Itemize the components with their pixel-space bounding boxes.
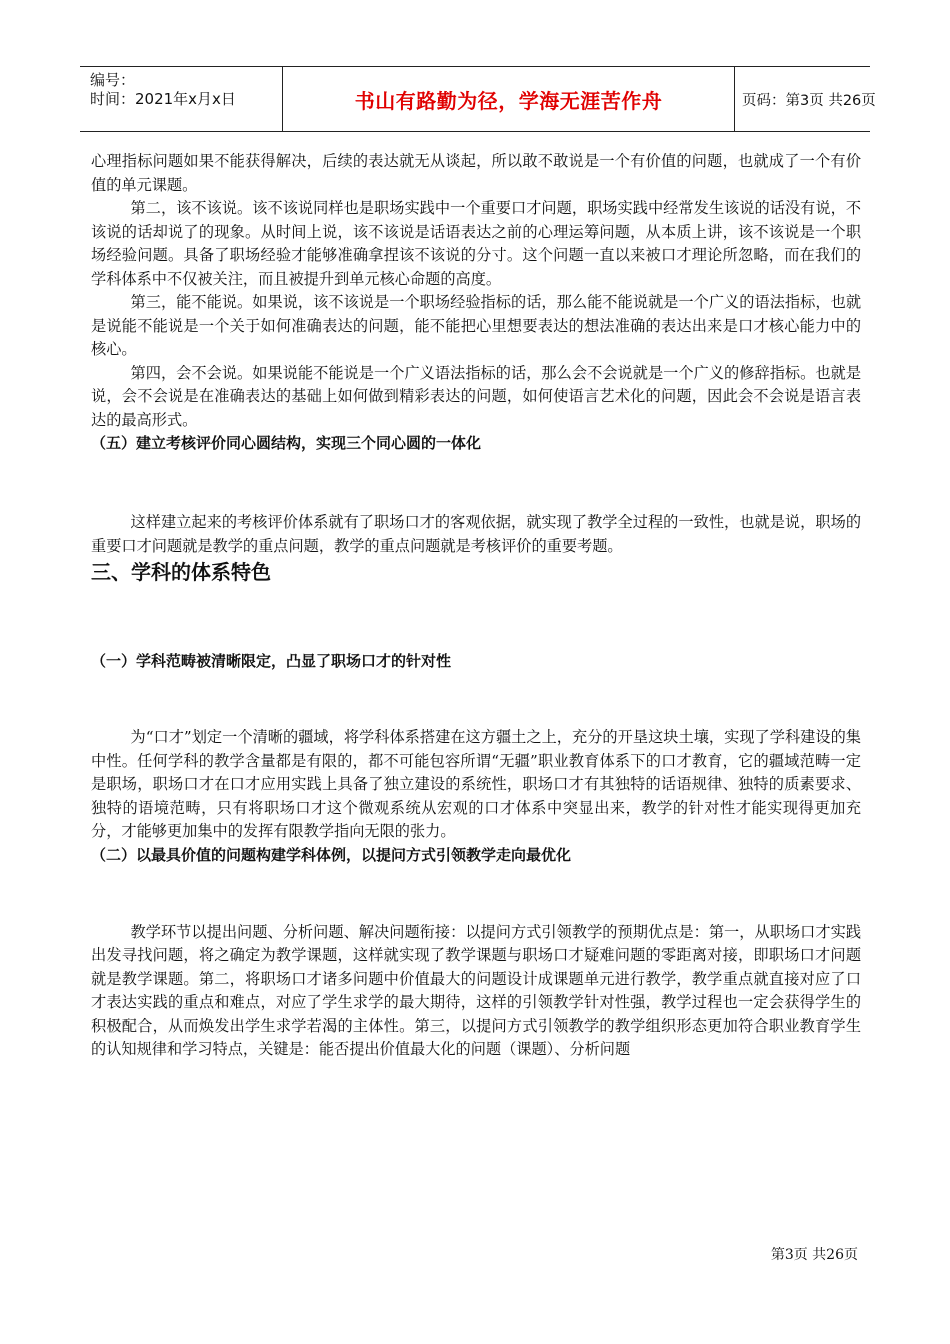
section-heading-two: （二）以最具价值的问题构建学科体例，以提问方式引领教学走向最优化	[91, 845, 572, 864]
number-label: 编号：	[90, 71, 136, 89]
paragraph-3: 第三，能不能说。如果说，该不该说是一个职场经验指标的话，那么能不能说就是一个广义的语法指标，也就是说能不能说是一个关于如何准确表达的问题，能不能把心里想要表达的想法准确的表达出来是口才核心能力中的核心。	[91, 293, 861, 358]
paragraph-7: 教学环节以提出问题、分析问题、解决问题衔接：以提问方式引领教学的预期优点是：第一，从职场口才实践出发寻找问题，将之确定为教学课题，这样就实现了教学课题与职场口才疑难问题的零距离对接，即职场口才问题就是教学课题。第二，将职场口才诸多问题中价值最大的问题设计成课题单元进行教学，教学重点就直接对应了口才表达实践的重点和难点，对应了学生求学的最大期待，这样的引领教学针对性强，教学过程也一定会获得学生的积极配合，从而焕发出学生求学若渴的主体性。第三，以提问方式引领教学的教学组织形态更加符合职业教育学生的认知规律和学习特点，关键是：能否提出价值最大化的问题（课题）、分析问题	[91, 922, 861, 1058]
header-meta	[80, 67, 283, 131]
paragraph-6: 为“口才”划定一个清晰的疆域，将学科体系搭建在这方疆土之上，充分的开垦这块土壤，实现了学科建设的集中性。任何学科的教学含量都是有限的，都不可能包容所谓“无疆”职业教育体系下的口才教育，它的疆域范畴一定是职场，职场口才在口才应用实践上具备了独立建设的系统性，职场口才有其独特的话语规律、独特的质素要求、独特的语境范畴，只有将职场口才这个微观系统从宏观的口才体系中突显出来，教学的针对性才能实现得更加充分，才能够更加集中的发挥有限教学指向无限的张力。	[91, 728, 861, 840]
page-footer: 第3页 共26页	[770, 1247, 858, 1263]
paragraph-5: 这样建立起来的考核评价体系就有了职场口才的客观依据，就实现了教学全过程的一致性，也就是说，职场的重要口才问题就是教学的重点问题，教学的重点问题就是考核评价的重要考题。	[91, 513, 861, 555]
header-motto: 书山有路勤为径，学海无涯苦作舟	[283, 67, 735, 131]
page-header	[80, 66, 876, 132]
date-line: 时间：2021年x月x日	[90, 90, 236, 108]
chapter-heading-three: 三、学科的体系特色	[91, 560, 271, 584]
paragraph-4: 第四，会不会说。如果说能不能说是一个广义语法指标的话，那么会不会说就是一个广义的修辞指标。也就是说，会不会说是在准确表达的基础上如何做到精彩表达的问题，如何使语言艺术化的问题，因此会不会说是语言表达的最高形式。	[91, 363, 861, 429]
header-page-info: 页码：第3页 共26页	[742, 93, 876, 109]
section-heading-one: （一）学科范畴被清晰限定，凸显了职场口才的针对性	[91, 652, 452, 670]
document-body	[91, 150, 861, 1062]
section-heading-five: （五）建立考核评价同心圆结构，实现三个同心圆的一体化	[91, 434, 482, 452]
paragraph-1: 心理指标问题如果不能获得解决，后续的表达就无从谈起，所以敢不敢说是一个有价值的问题，也就成了一个有价值的单元课题。	[91, 152, 861, 194]
paragraph-2: 第二，该不该说。该不该说同样也是职场实践中一个重要口才问题，职场实践中经常发生该说的话没有说，不该说的话却说了的现象。从时间上说，该不该说是话语表达之前的心理运筹问题，从本质上讲，该不该说是一个职场经验问题。具备了职场经验才能够准确拿捏该不该说的分寸。这个问题一直以来被口才理论所忽略，而在我们的学科体系中不仅被关注，而且被提升到单元核心命题的高度。	[91, 199, 861, 288]
